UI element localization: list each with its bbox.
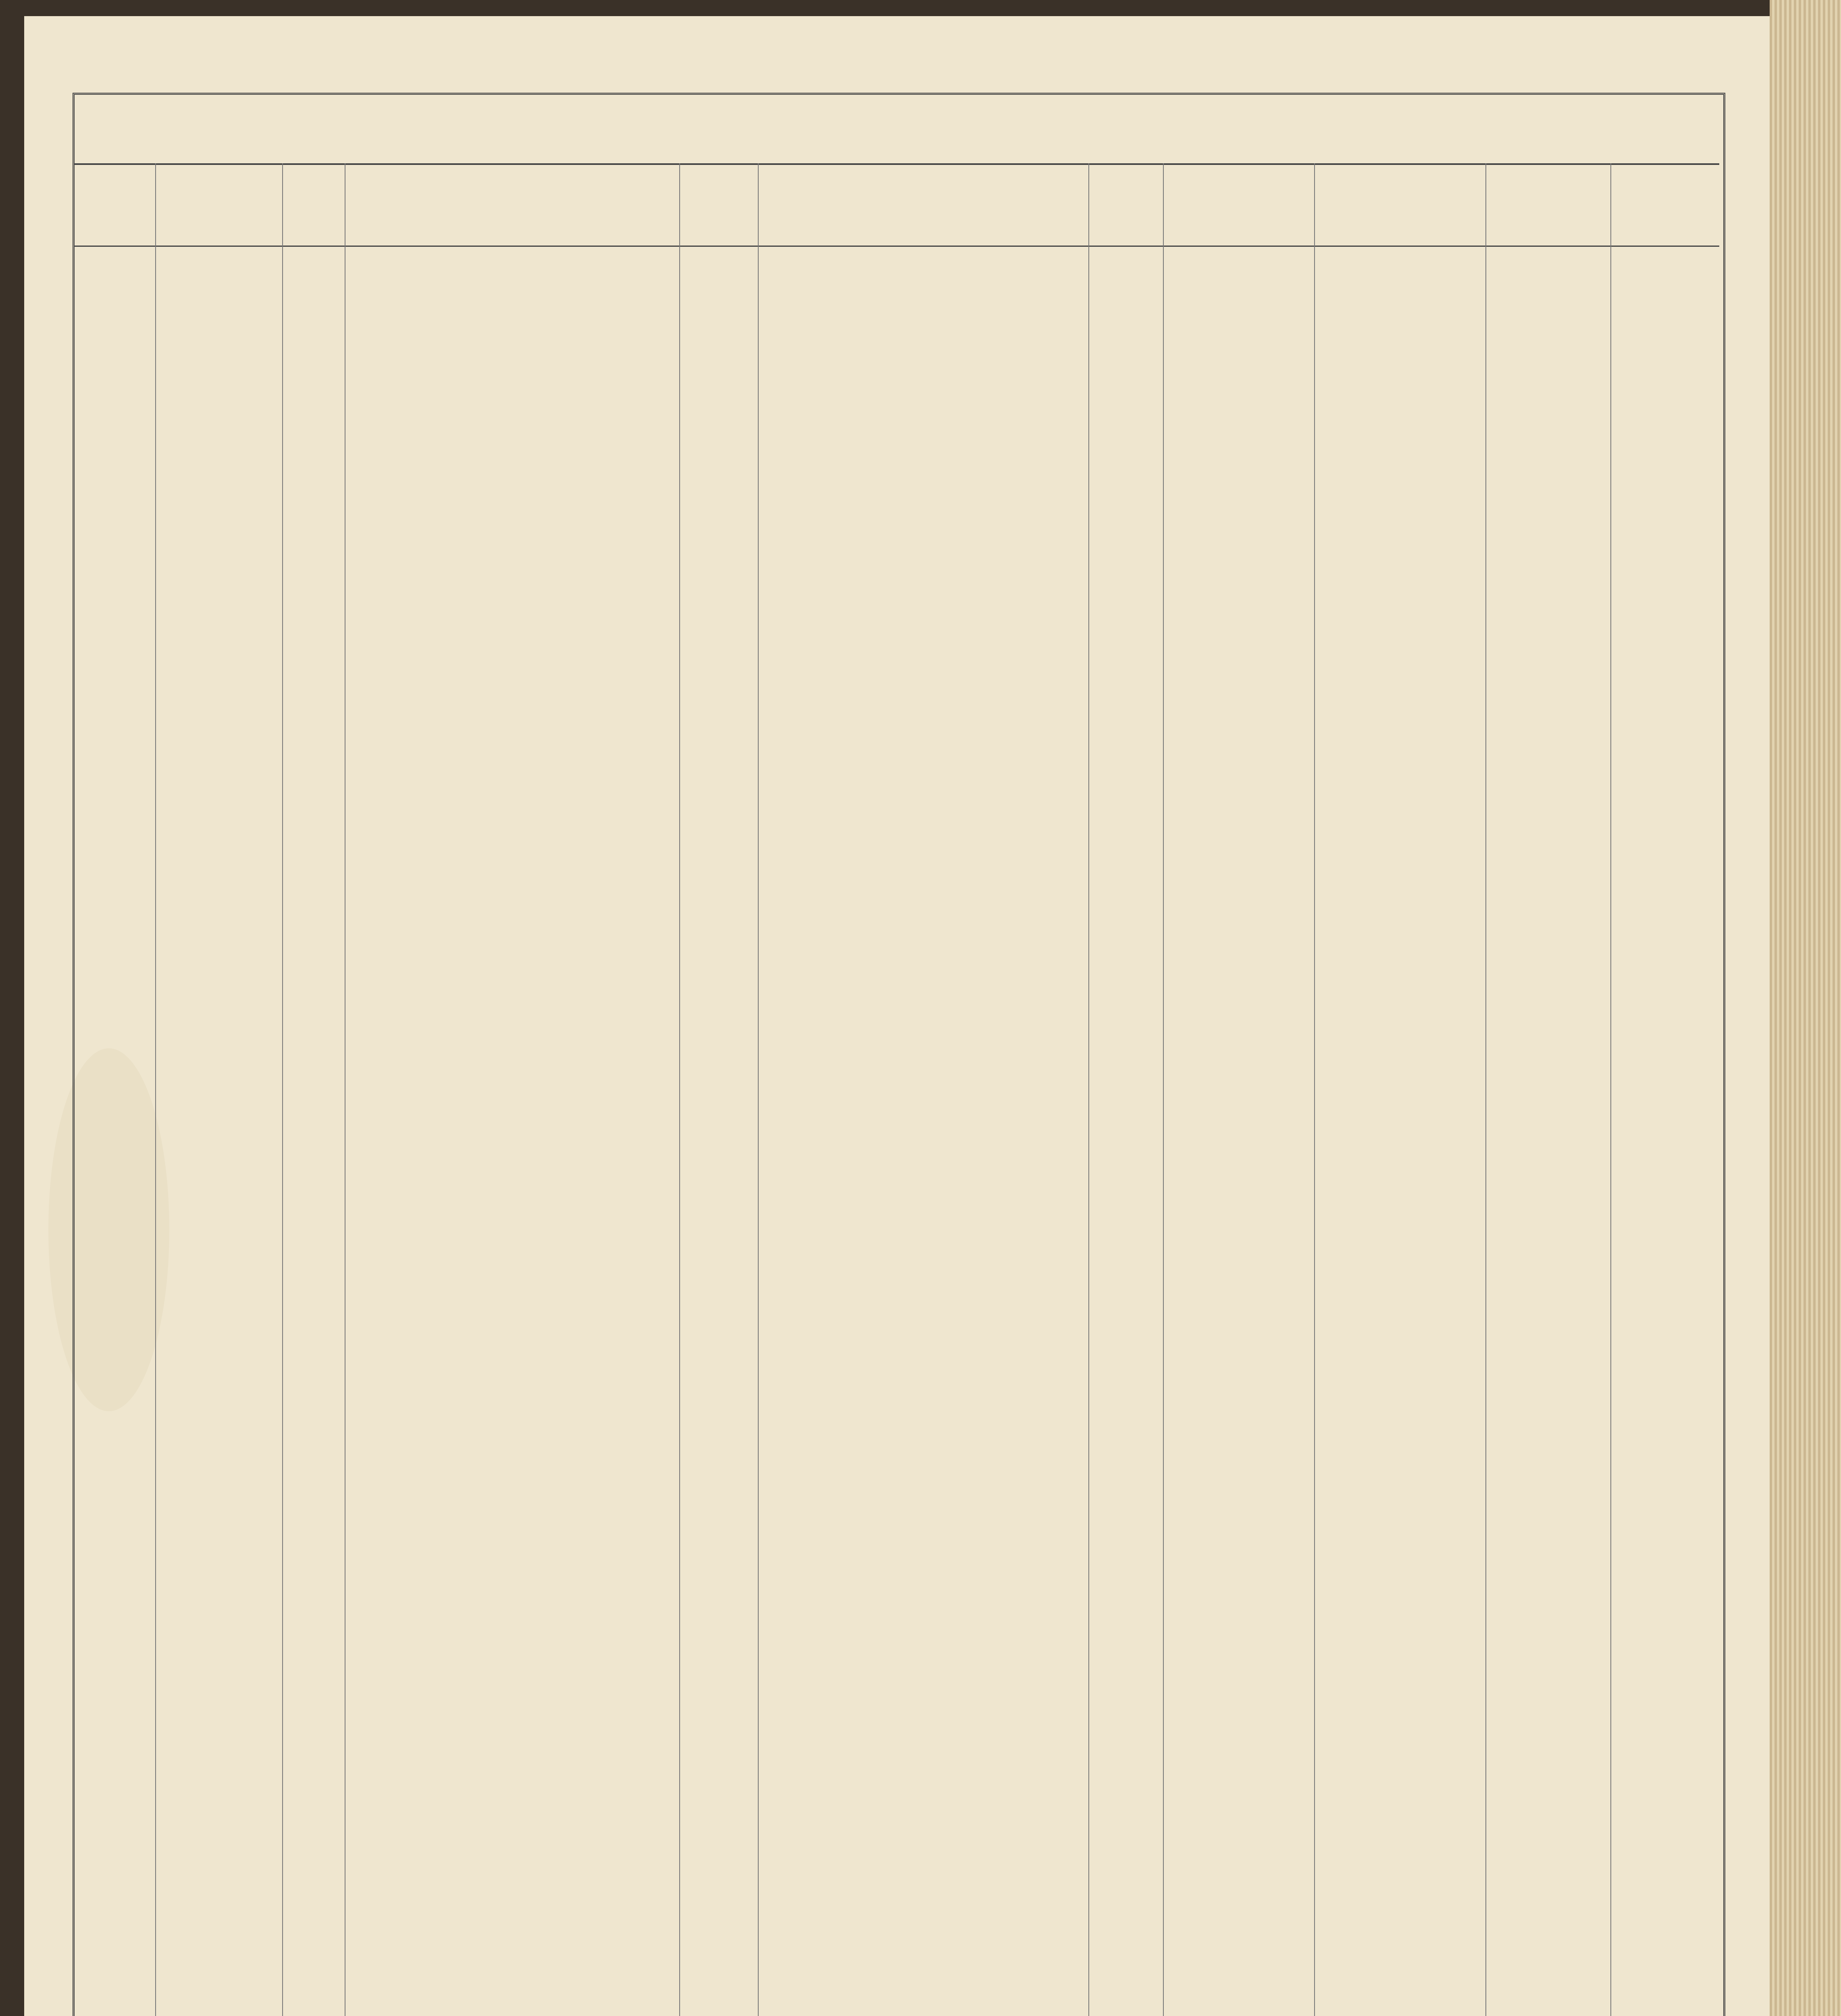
column-rule bbox=[679, 163, 680, 2016]
table-frame bbox=[73, 93, 1725, 2016]
column-rule bbox=[155, 163, 156, 2016]
column-rule bbox=[1314, 163, 1315, 2016]
column-header-row bbox=[75, 163, 1719, 247]
column-rule bbox=[282, 163, 283, 2016]
book-spine bbox=[1770, 0, 1841, 2016]
column-rule bbox=[1163, 163, 1164, 2016]
column-rule bbox=[1610, 163, 1611, 2016]
column-rule bbox=[1485, 163, 1486, 2016]
column-rule bbox=[758, 163, 759, 2016]
column-rule bbox=[1088, 163, 1089, 2016]
